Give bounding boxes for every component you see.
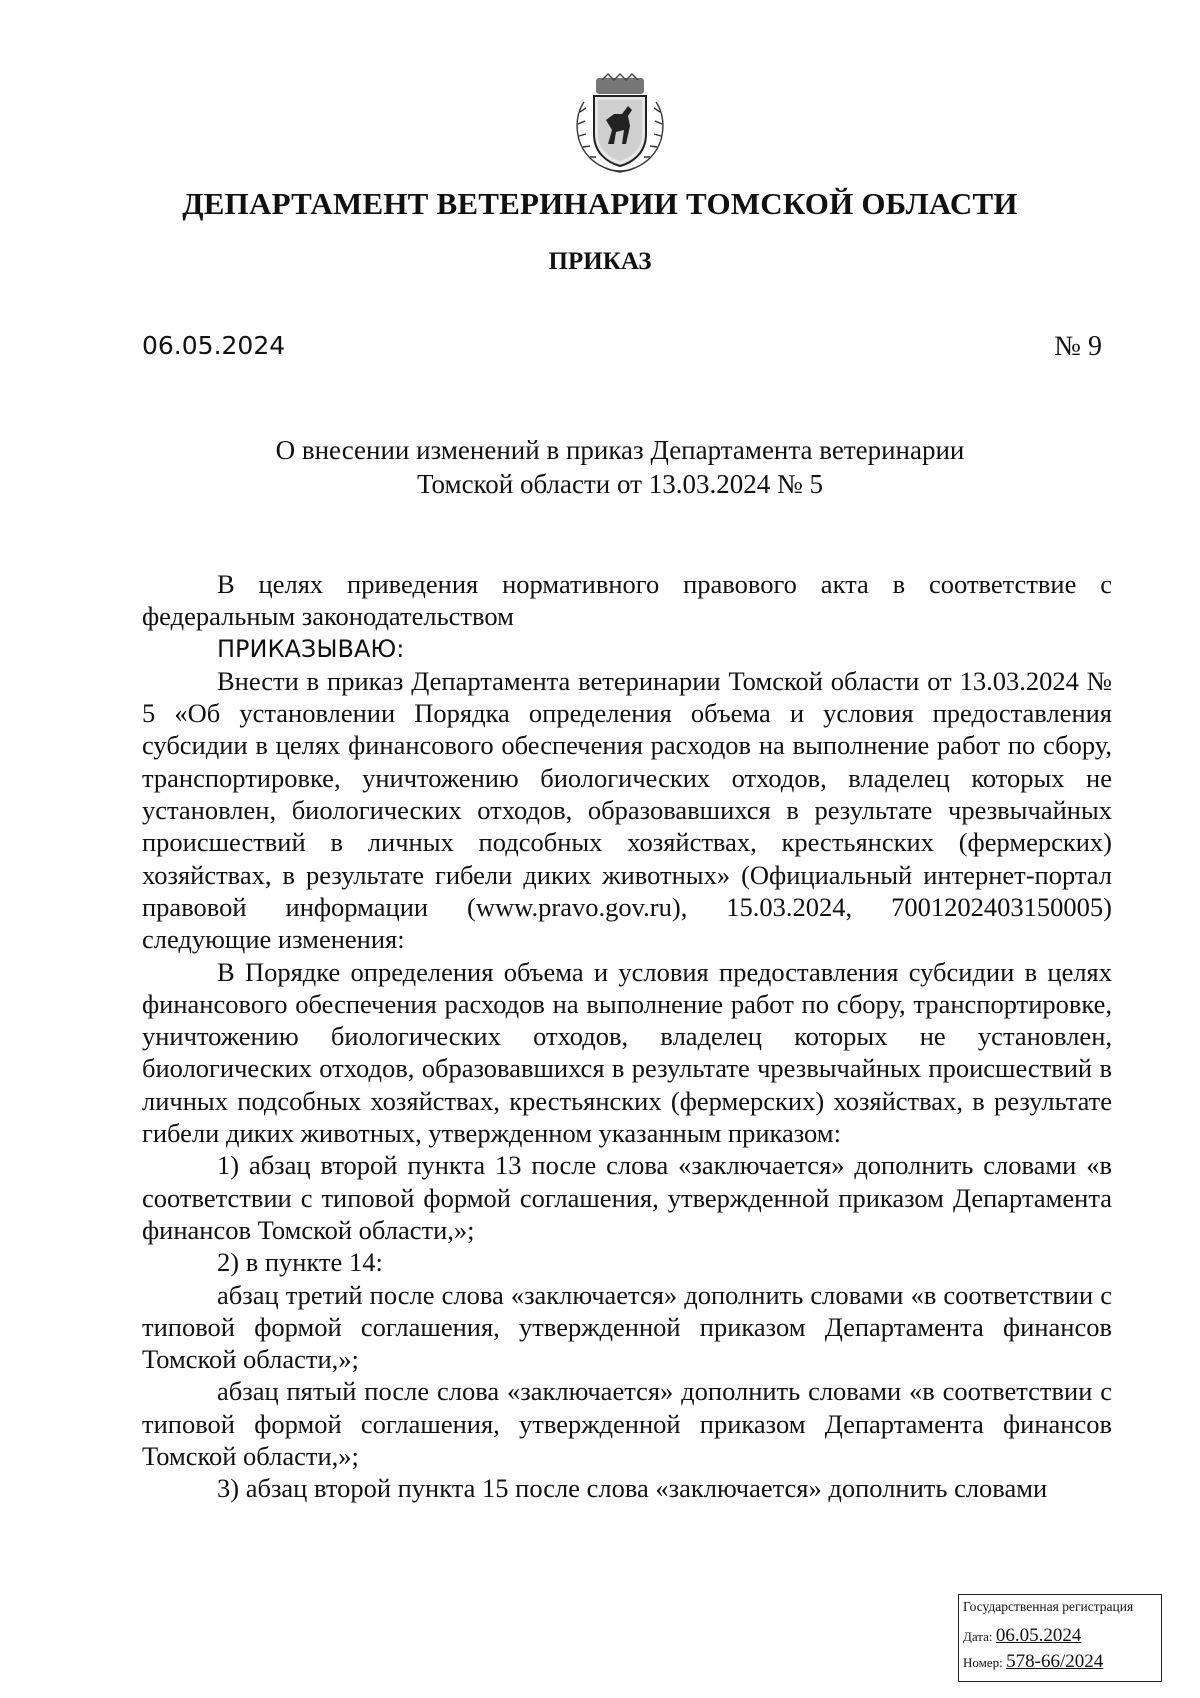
coat-of-arms-icon [568, 72, 672, 178]
document-body [142, 568, 1112, 1505]
document-number: № 9 [1054, 331, 1102, 362]
registration-date-label: Дата: [963, 1629, 993, 1644]
subject-line-2: Томской области от 13.03.2024 № 5 [417, 469, 823, 499]
department-title: ДЕПАРТАМЕНТ ВЕТЕРИНАРИИ ТОМСКОЙ ОБЛАСТИ [182, 186, 1018, 221]
paragraph-item-2: 2) в пункте 14: [217, 1247, 383, 1278]
registration-date-row [963, 1625, 1157, 1651]
registration-number-row [963, 1651, 1157, 1677]
registration-date-value: 06.05.2024 [995, 1625, 1082, 1646]
document-date: 06.05.2024 [142, 331, 286, 360]
document-subject [200, 433, 1040, 501]
subject-line-1: О внесении изменений в приказ Департамента ветеринарии [275, 435, 965, 465]
paragraph-amend-intro: Внести в приказ Департамента ветеринарии Томской области от 13.03.2024 № 5 «Об установлении Порядка определения объема и условия предоставления субсидии в целях финансового обеспечения расходов на выполнение работ по сбору, транспортировке, уничтожению биологических отходов, владелец которых не установлен, биологических отходов, образовавшихся в результате чрезвычайных происшествий в личных подсобных хозяйствах, крестьянских (фермерских) хозяйствах, в результате гибели диких животных» (Официальный интернет-портал правовой информации (www.pravo.gov.ru), 15.03.2024, 7001202403150005) следующие изменения: [142, 665, 1112, 955]
registration-stamp [958, 1594, 1162, 1682]
registration-title: Государственная регистрация [963, 1599, 1134, 1614]
paragraph-preamble: В целях приведения нормативного правового акта в соответствие с федеральным законодательством [142, 569, 1112, 632]
paragraph-order-word: ПРИКАЗЫВАЮ: [217, 634, 405, 663]
paragraph-item-3: 3) абзац второй пункта 15 после слова «заключается» дополнить словами [217, 1473, 1048, 1504]
paragraph-item-1: 1) абзац второй пункта 13 после слова «заключается» дополнить словами «в соответствии с типовой формой соглашения, утвержденной приказом Департамента финансов Томской области,»; [142, 1150, 1112, 1245]
document-type: ПРИКАЗ [548, 248, 652, 275]
paragraph-item-2-fifth: абзац пятый после слова «заключается» дополнить словами «в соответствии с типовой формой соглашения, утвержденной приказом Департамента финансов Томской области,»; [142, 1376, 1112, 1472]
paragraph-item-2-third: абзац третий после слова «заключается» дополнить словами «в соответствии с типовой формой соглашения, утвержденной приказом Департамента финансов Томской области,»; [142, 1279, 1112, 1375]
registration-number-label: Номер: [963, 1655, 1003, 1670]
paragraph-procedure: В Порядке определения объема и условия предоставления субсидии в целях финансового обеспечения расходов на выполнение работ по сбору, транспортировке, уничтожению биологических отходов, владелец которых не установлен, биологических отходов, образовавшихся в результате чрезвычайных происшествий в личных подсобных хозяйствах, крестьянских (фермерских) хозяйствах, в результате гибели диких животных, утвержденном указанным приказом: [142, 956, 1112, 1149]
registration-number-value: 578-66/2024 [1006, 1651, 1104, 1672]
